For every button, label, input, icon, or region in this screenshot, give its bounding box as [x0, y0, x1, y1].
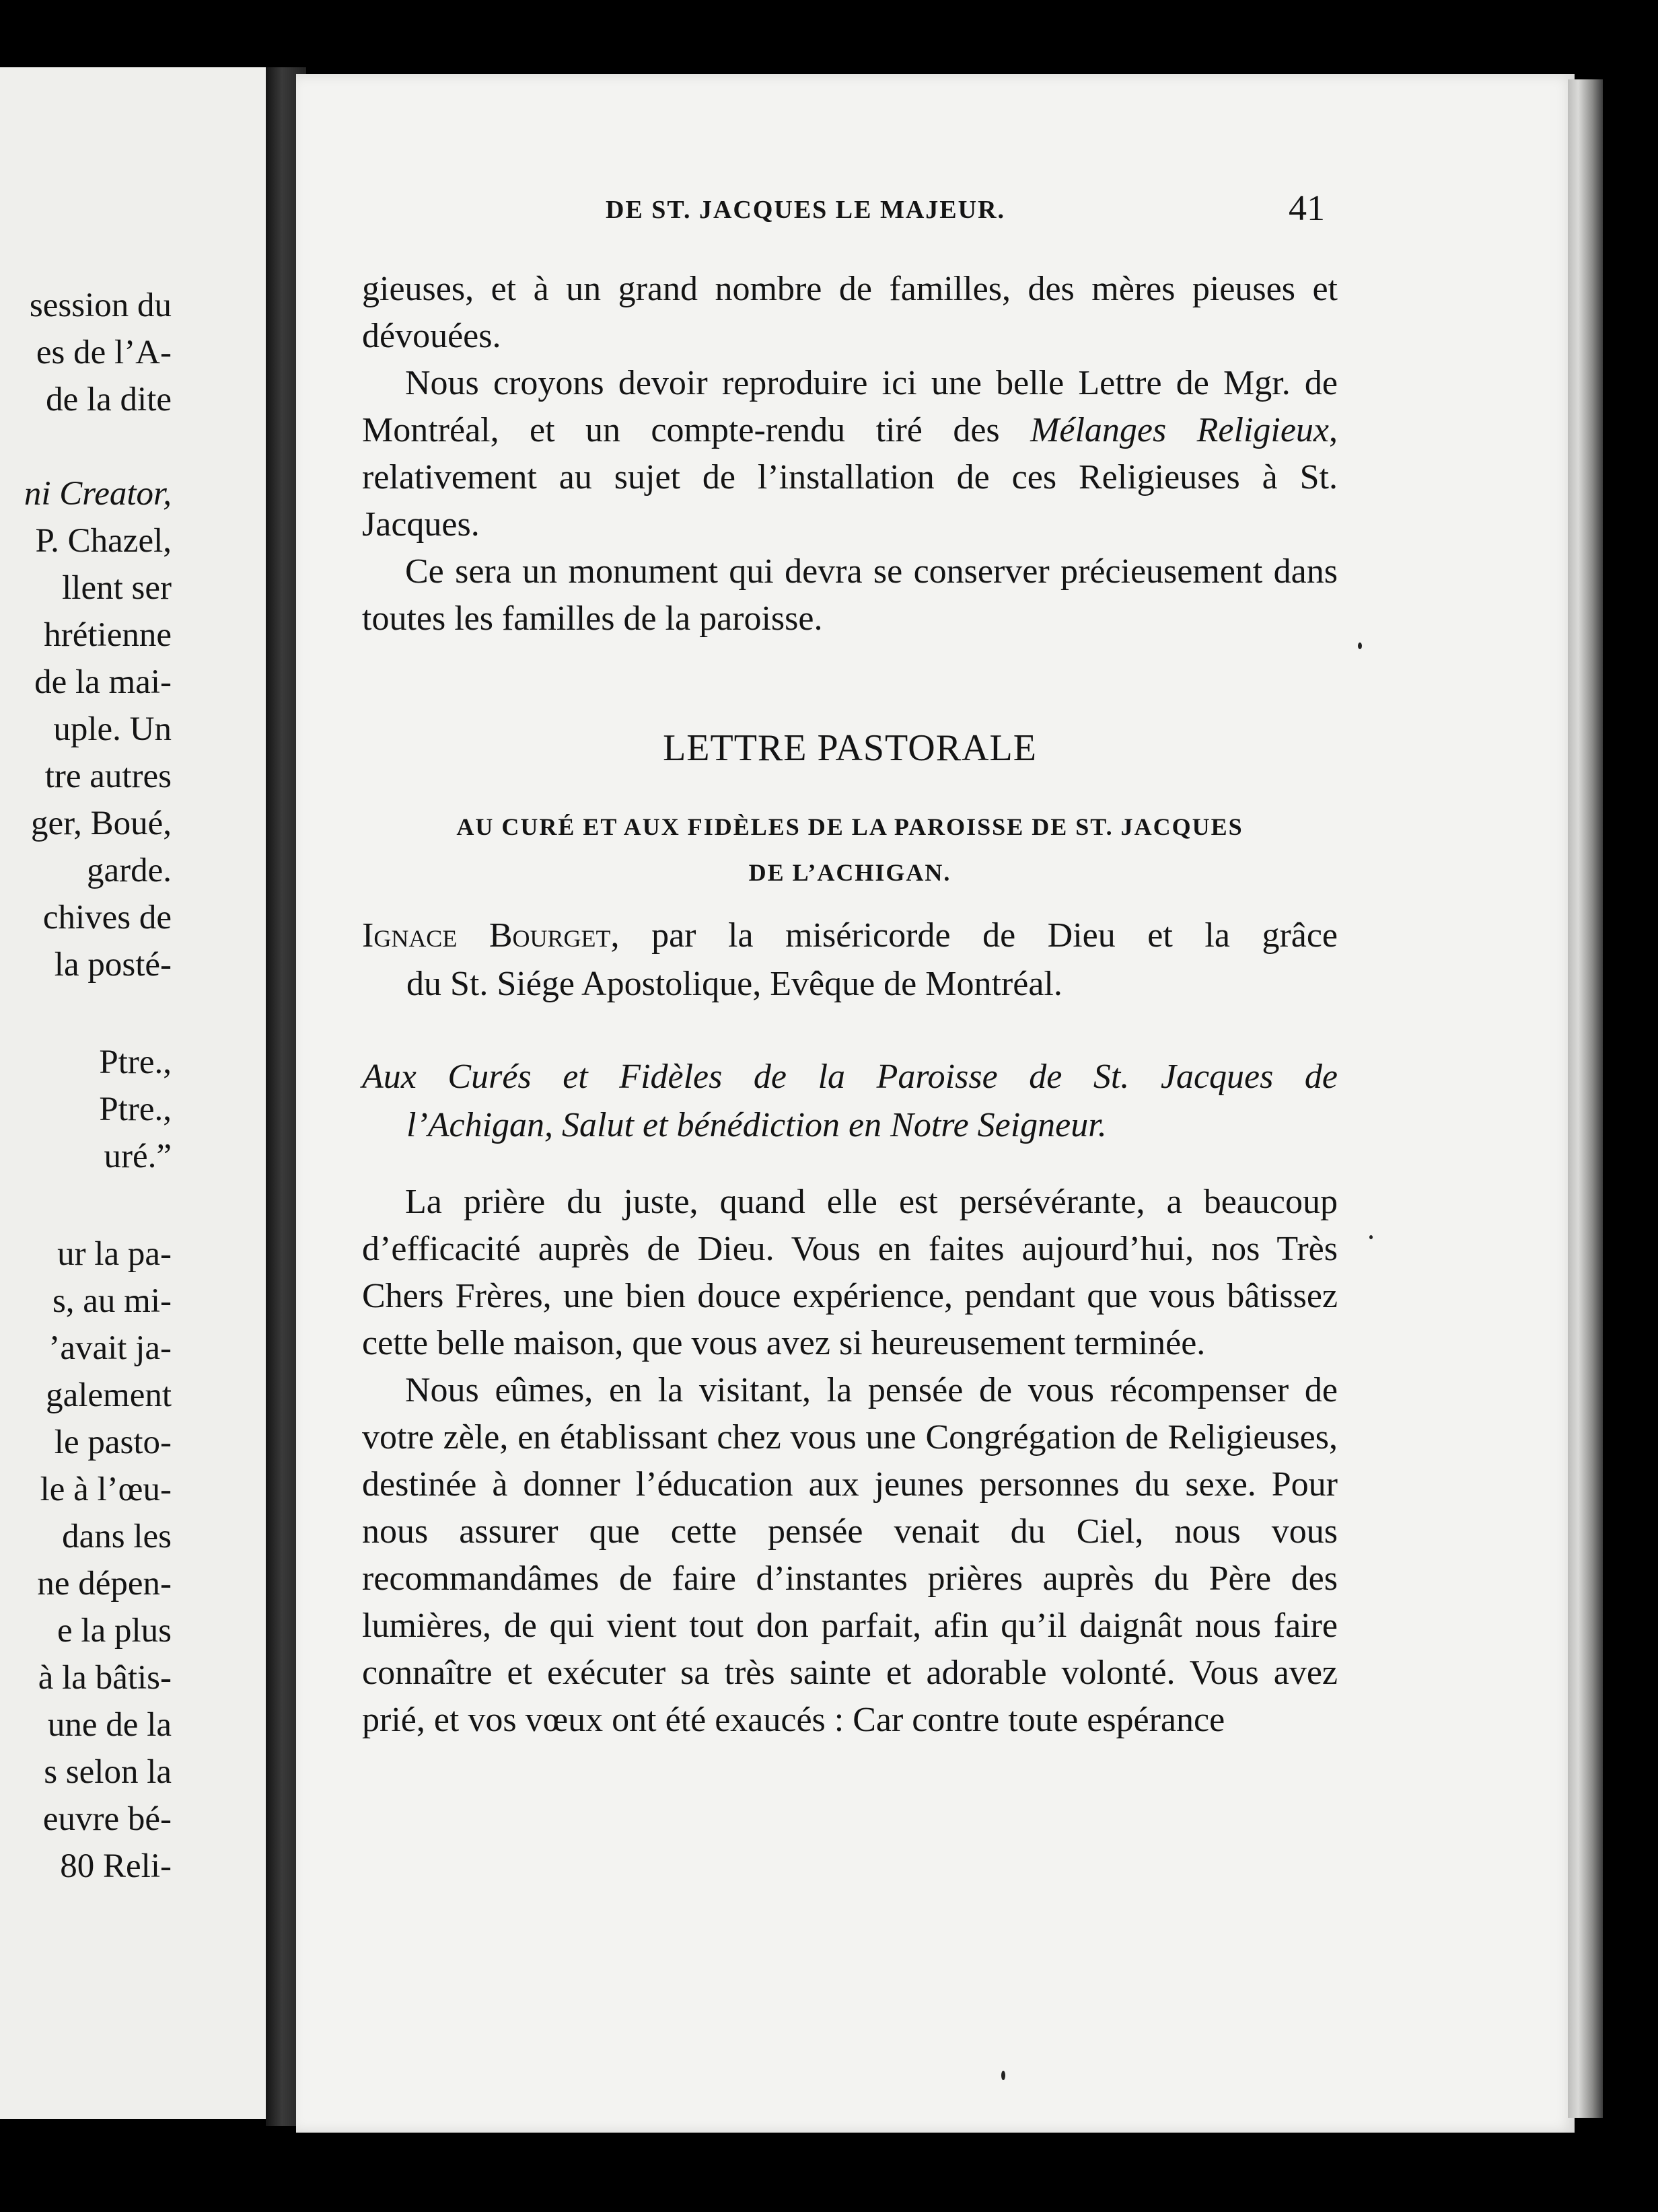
left-page-line: s, au mi-	[52, 1282, 172, 1320]
letter-address	[362, 1053, 1338, 1150]
publication-title: Mélanges Religieux	[1030, 411, 1329, 449]
left-page-line: es de l’A-	[36, 334, 172, 371]
author-line-1	[362, 912, 1338, 960]
left-page-line: uré.”	[104, 1138, 172, 1175]
left-page-line: 80 Reli-	[60, 1847, 172, 1885]
scan-speck	[1369, 1235, 1373, 1239]
page-number: 41	[1289, 188, 1325, 228]
left-page-line: ne dépen-	[37, 1565, 172, 1602]
intro-paragraph-1: gieuses, et à un grand nombre de familles, des mères pieuses et dévouées.	[362, 270, 1338, 355]
left-page-line: Ptre.,	[99, 1043, 172, 1081]
intro-paragraph-2	[362, 360, 1338, 548]
left-page-line: P. Chazel,	[35, 522, 172, 560]
letter-paragraph-2: Nous eûmes, en la visitant, la pensée de vous récompenser de votre zèle, en établissant chez vous une Congrégation de Religieuses, destinée à donner l’éducation aux jeunes personnes du sexe. Pour nous assurer que cette pensée venait du Ciel, nous vous recommandâmes de faire d’instantes prières auprès du Père des lumières, de qui vient tout don parfait, afin qu’il daignât nous faire connaître et exécuter sa très sainte et adorable volonté. Vous avez prié, et vos vœux ont été exaucés : Car contre toute espérance	[362, 1371, 1338, 1739]
left-page-line: chives de	[42, 899, 172, 936]
left-page-line: une de la	[47, 1706, 172, 1744]
left-page-line: le pasto-	[54, 1424, 172, 1461]
author-name: Ignace Bourget	[362, 916, 611, 955]
left-page-line: Ptre.,	[99, 1091, 172, 1128]
left-page-line: ’avait ja-	[48, 1329, 172, 1367]
intro-paragraph-3: Ce sera un monument qui devra se conserver précieusement dans toutes les familles de la paroisse.	[362, 552, 1338, 638]
intro-text	[362, 266, 1338, 642]
left-page-line: ni Creator,	[24, 475, 172, 513]
previous-page-fragment	[0, 67, 269, 2119]
left-page-line: garde.	[86, 852, 172, 889]
left-page-line: s selon la	[44, 1753, 172, 1791]
left-page-line: ur la pa-	[57, 1235, 172, 1273]
intro-paragraph-2-text: Nous croyons devoir reproduire ici une belle Lettre de Mgr. de Montréal, et un compte-rendu tiré des	[362, 364, 1338, 449]
author-line-1-rest: , par la miséricorde de Dieu et la grâce	[610, 916, 1338, 955]
letter-body	[362, 1179, 1338, 1744]
left-page-line: la posté-	[54, 946, 172, 984]
letter-subtitle-line-1: AU CURÉ ET AUX FIDÈLES DE LA PAROISSE DE ST. JACQUES	[456, 813, 1244, 840]
left-page-line: dans les	[62, 1518, 172, 1555]
left-page-line: tre autres	[44, 758, 172, 795]
page-stack-edge	[1568, 79, 1603, 2118]
letter-paragraph-1: La prière du juste, quand elle est persévérante, a beaucoup d’efficacité auprès de Dieu. Vous en faites aujourd’hui, nos Très Chers Frères, une bien douce expérience, pendant que vous bâtissez cette belle maison, que vous avez si heureusement terminée.	[362, 1183, 1338, 1362]
left-page-line: uple. Un	[53, 710, 172, 748]
left-page-line: galement	[46, 1376, 172, 1414]
scan-speck	[1358, 642, 1362, 649]
left-page-line: e la plus	[57, 1612, 172, 1650]
left-page-line: ger, Boué,	[31, 805, 172, 842]
left-page-line: de la mai-	[34, 663, 172, 701]
author-line-2: du St. Siége Apostolique, Evêque de Montréal.	[406, 965, 1062, 1003]
address-line-1: Aux Curés et Fidèles de la Paroisse de St. Jacques de	[362, 1058, 1338, 1096]
left-page-line: session du	[29, 287, 172, 324]
intro-paragraph-2-text-end: , relativement au sujet de l’installation de ces Religieuses à St. Jacques.	[362, 411, 1338, 544]
left-page-line: le à l’œu-	[40, 1471, 172, 1508]
running-header: DE ST. JACQUES LE MAJEUR.	[606, 196, 1006, 224]
letter-subtitle	[362, 804, 1338, 895]
left-page-line: de la dite	[46, 381, 172, 418]
scan-speck	[1001, 2071, 1005, 2080]
letter-author	[362, 912, 1338, 1008]
address-line-2: l’Achigan, Salut et bénédiction en Notre Seigneur.	[406, 1106, 1107, 1144]
left-page-line: hrétienne	[44, 616, 172, 654]
letter-subtitle-line-2: DE L’ACHIGAN.	[748, 859, 951, 886]
left-page-line: llent ser	[62, 569, 172, 607]
left-page-line: à la bâtis-	[38, 1659, 172, 1697]
left-page-line: euvre bé-	[42, 1800, 172, 1838]
letter-title: LETTRE PASTORALE	[663, 727, 1037, 769]
